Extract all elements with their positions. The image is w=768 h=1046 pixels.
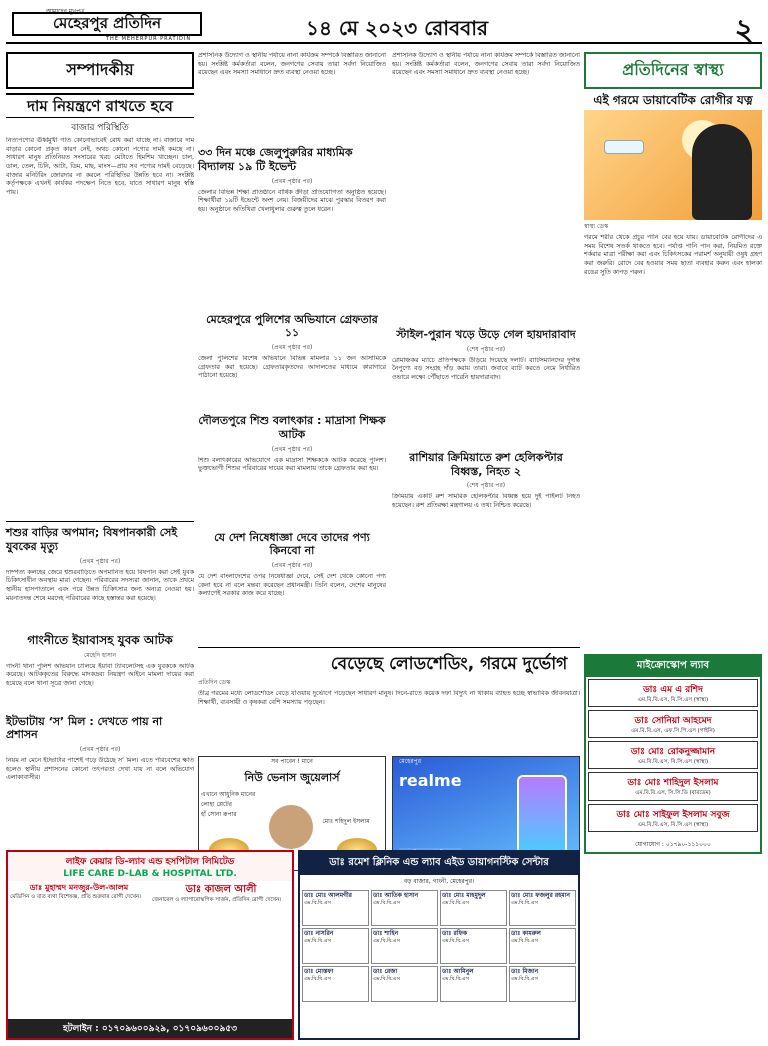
doctor-qualification: এম.বি.বি.এস, বি.সি.এস (স্বাস্থ্য) [637,821,709,828]
story-body: জেলা পুলিশের বিশেষ অভিযানে বিভিন্ন মামলার ১১ জন আসামিকে গ্রেফতার করা হয়েছে। গ্রেফতারকৃতদের আদালতের মাধ্যমে কারাগারে পাঠানো হয়েছে। [198,355,386,380]
health-body: গরমে শরীর থেকে প্রচুর পানি বের হয়ে যায়। ডায়াবেটিক রোগীদের এ সময় বিশেষ সতর্ক থাকতে হবে। পর্যাপ্ত পানি পান করা, নিয়মিত রক্তে শর্করার মাত্রা পরীক্ষা করা এবং চিকিৎসকের পরামর্শ অনুযায়ী ওষুধ গ্রহণ করা জরুরি। রোদে বের হওয়ার সময় ছাতা ব্যবহার করুন এবং হালকা রঙের সুতি কাপড় পরুন। [584,234,762,276]
ad-text: লোহা প্লেটের [201,800,232,808]
story-body: প্রশাসনিক উদ্যোগ ও স্থানীয় পর্যায়ে নানা কার্যক্রম সম্পর্কে বিস্তারিত জানানো হয়। সংশ্লিষ্ট কর্মকর্তারা বলেন, জনগণের সেবায় তারা সর্বদা নিয়োজিত রয়েছেন এবং সমস্যা সমাধানে দ্রুত ব্যবস্থা নেওয়া হচ্ছে। [392,52,580,77]
doctor-name: ডাঃ মোঃ ফজলুর রহমান [511,892,570,899]
doctor-qualification: এম.বি.বি.এস [304,937,331,944]
health-section-title: প্রতিদিনের স্বাস্থ্য [584,52,762,89]
story-headline[interactable]: শশুর বাড়ির অপমান; বিষপানকারী সেই যুবকের মৃত্যু [6,526,178,553]
owner-photo [269,805,313,849]
doctor-cell[interactable] [302,928,369,964]
doctor-info: মেডিসিন ও বাত ব্যথা বিশেষজ্ঞ, প্রতি শুক্রবার রোগী দেখেন। [10,893,142,900]
doctor-name: ডাঃ আমিনুল [442,968,474,975]
doctor-name: ডাঃ রেজা [373,968,398,975]
doctor-qualification: এম.বি.বি.এস [373,899,400,906]
story-byline: (শেষ পৃষ্ঠার পর) [466,345,506,353]
ad-title: লাইফ কেয়ার ডি-ল্যাব এন্ড হসপিটাল লিমিটেড [65,857,235,867]
ad-title: মাইক্রোস্কোপ ল্যাব [586,656,760,677]
column-editorial [6,52,194,791]
newspaper-logo-en: THE MEHERPUR PRATIDIN [106,36,192,42]
story-body: প্রশাসনিক উদ্যোগ ও স্থানীয় পর্যায়ে নানা কার্যক্রম সম্পর্কে বিস্তারিত জানানো হয়। সংশ্লিষ্ট কর্মকর্তারা বলেন, জনগণের সেবায় তারা সর্বদা নিয়োজিত রয়েছেন এবং সমস্যা সমাধানে দ্রুত ব্যবস্থা নেওয়া হচ্ছে। [198,52,386,77]
story-body: ক্রিমিয়ায় একটি রুশ সামরিক হেলিকপ্টার বিধ্বস্ত হয়ে দুই পাইলট নিহত হয়েছেন। রুশ প্রতিরক্ষা মন্ত্রণালয় এ তথ্য নিশ্চিত করেছে। [392,493,580,509]
doctor-qualification: এম.বি.বি.এস [373,937,400,944]
lead-headline[interactable]: বেড়েছে লোডশেডিং, গরমে দুর্ভোগ [330,654,568,674]
ad-address: বড় বাজার, গাংনী, মেহেরপুর। [403,878,475,885]
doctor-card[interactable] [588,804,758,832]
editorial-headline[interactable]: দাম নিয়ন্ত্রণে রাখতে হবে [6,93,194,118]
water-bottle-icon [604,140,644,154]
doctor-name: ডাঃ এম এ রশিদ [643,685,703,695]
doctor-qualification: এম.বি.বি.এস [304,899,331,906]
hotline[interactable]: হটলাইন : ০১৭০৯৬০০৯২৯, ০১৭০৯৬০০৯৫৩ [8,1019,292,1038]
doctor-name: ডাঃ মোঃ শাহিদুল ইসলাম [627,778,719,789]
doctor-name: ডাঃ মিজান [511,968,539,975]
doctor-qualification: এম.বি.বি.এস, এফ.সি.পি.এস (গাইনি) [631,728,715,735]
person-silhouette [692,124,752,220]
masthead-tagline: আমাদের মুখপত্র [46,8,85,15]
editorial-body: নিত্যপণ্যের ঊর্ধ্বমুখী গতি কোনোভাবেই রোধ করা যাচ্ছে না। বাজারে দাম বাড়ার কোনো প্রকৃত কারণ নেই, অথচ কোনো পণ্যের দামই কমছে না। সাধারণ মানুষ প্রতিনিয়ত সংসারের খরচ মেটাতে হিমশিম খাচ্ছেন। চাল, ডাল, তেল, চিনি, আটা, ডিম, মাছ, মাংস—প্রায় সব পণ্যের দামই বেড়েছে। বাজার মনিটরিং জোরদার না করলে পরিস্থিতির উন্নতি হবে না। সংশ্লিষ্ট কর্তৃপক্ষকে এখনই কার্যকর পদক্ষেপ নিতে হবে, যাতে সাধারণ মানুষ স্বস্তি পায়। [6,137,194,197]
doctor-qualification: এম.বি.বি.এস [442,899,469,906]
doctor-name: ডাঃ মোঃ আলমগীর [304,892,352,899]
doctor-name: ডাঃ সোনিয়া আহমেদ [634,716,712,727]
doctor-name: ডাঃ মোঃ মাহমুদুল [442,892,486,899]
doctor-card[interactable] [588,741,758,769]
doctor-qualification: এম.বি.বি.এস, বি.সি.এস (স্বাস্থ্য) [637,697,709,703]
doctor-cell[interactable] [302,890,369,926]
ad-text: হাঁ সোনা রূপার [201,810,237,818]
doctor-list [586,677,760,837]
doctor-name: ডাঃ মোস্তফা [304,968,334,975]
story-headline[interactable]: স্টাইল-পুরান খড়ে উড়ে গেল হায়দারাবাদ [396,328,576,341]
story-byline: (প্রথম পৃষ্ঠার পর) [271,562,313,569]
doctor-qualification: এম.বি.বি.এস [304,975,331,982]
story-headline[interactable]: দৌলতপুরে শিশু বলাৎকার : মাদ্রাসা শিক্ষক আটক [198,414,386,441]
story-body: দাম্পত্য কলহের জেরে শ্বশুরবাড়িতে অপমানিত হয়ে বিষপান করা সেই যুবক চিকিৎসাধীন অবস্থায় মারা গেছেন। পরিবারের সদস্যরা জানান, তাকে প্রথমে স্থানীয় হাসপাতালে এবং পরে উন্নত চিকিৎসার জন্য অন্যত্র নেওয়া হয়। ময়নাতদন্ত শেষে মরদেহ পরিবারের কাছে হস্তান্তর করা হয়েছে। [6,568,194,602]
doctor-cell[interactable] [509,928,576,964]
lifecare-hospital-advert[interactable] [6,850,294,1040]
doctor-cell[interactable] [440,890,507,926]
ad-title: নিউ ভেনাস জুয়েলার্স [244,771,340,785]
story-byline: প্রতিদিন ডেস্ক [198,679,231,687]
ad-contact: যোগাযোগ : ০১৭৯০-১১১০০০ [635,840,711,848]
doctor-qualification: এম.বি.বি.এস [373,975,400,982]
doctor-name: ডাঃ শাহিন [373,930,399,937]
ad-text: সব পাবেন ! মানে [271,758,313,766]
doctor-qualification: এম.বি.বি.এস, বি.সি.এস (স্বাস্থ্য) [637,759,709,766]
health-headline[interactable]: এই গরমে ডায়াবেটিক রোগীর যত্ন [593,93,753,107]
story-byline: স্বাস্থ্য ডেস্ক [584,223,609,230]
doctor-name: ডাঃ আতিক হাসান [373,892,419,899]
ad-title-en: LIFE CARE D-LAB & HOSPITAL LTD. [63,869,237,879]
newspaper-logo: মেহেরপুর প্রতিদিন [12,12,202,36]
story-body: তীব্র গরমের মধ্যে লোডশেডিং বেড়ে যাওয়ায় দুর্ভোগে পড়েছেন সাধারণ মানুষ। দিনে-রাতে কয়েক দফা বিদ্যুৎ না থাকায় ব্যাহত হচ্ছে স্বাভাবিক জীবনযাত্রা। শিক্ষার্থী, ব্যবসায়ী ও কৃষকরা বেশি সমস্যায় পড়ছেন। [198,690,580,707]
doctor-qualification: এম.বি.বি.এস [442,937,469,944]
doctor-name: ডাঃ মোঃ সাইফুল ইসলাম সবুজ [616,809,730,820]
doctor-cell[interactable] [440,966,507,1002]
ad-text: এখানে আধুনিক মানের [201,791,256,799]
doctor-cell[interactable] [371,928,438,964]
realme-logo: realme [399,771,462,791]
doctor-name: ডাঃ কামরুল [511,930,541,937]
column-news [198,52,580,871]
story-body: যে দেশ বাংলাদেশের ওপর নিষেধাজ্ঞা দেবে, সেই দেশ থেকে কোনো পণ্য কেনা হবে না বলে মন্তব্য করেছেন প্রধানমন্ত্রী। তিনি বলেন, দেশের মানুষের কল্যাণেই সরকার কাজ করে যাচ্ছে। [198,573,386,598]
doctor-cell[interactable] [371,890,438,926]
issue-date: ১৪ মে ২০২৩ রোববার [306,16,489,40]
doctor-cell[interactable] [440,928,507,964]
doctor-name: ডাঃ মোঃ রোকনুজ্জামান [630,747,716,758]
doctor-grid [300,888,578,1004]
ad-title: ডাঃ রমেশ ক্লিনিক এন্ড ল্যাব এইড ডায়াগনস্টিক সেন্টার [300,852,578,875]
doctor-name: ডাঃ কাজল আলী [185,884,257,895]
story-byline: (প্রথম পৃষ্ঠার পর) [271,344,313,351]
doctor-qualification: এম.বি.বি.এস [511,937,538,944]
doctor-name: ডাঃ মুহাম্মদ মনজুর-উল-আলম [29,883,129,892]
ad-text: মোঃ শহিদুল ইসলাম [322,818,370,826]
story-byline: (প্রথম পৃষ্ঠার পর) [271,177,313,185]
ramesh-clinic-advert[interactable] [298,850,580,1040]
story-headline[interactable]: গাংনীতে ইয়াবাসহ যুবক আটক [27,632,173,647]
doctor-card[interactable] [588,710,758,738]
doctor-cell[interactable] [302,966,369,1002]
story-headline[interactable]: ইটভাটায় ‘স’ মিল : দেখতে পায় না প্রশাসন [6,714,163,742]
story-byline: (প্রথম পৃষ্ঠার পর) [79,746,121,753]
story-headline[interactable]: ৩৩ দিন মঞ্চে জেলুপুরুরির মাধ্যমিক বিদ্যালয় ১৯ টি ইভেন্ট [198,146,353,173]
health-photo [584,110,762,220]
doctor-name: ডাঃ রফিক [442,930,468,937]
doctor-qualification: এম.বি.বি.এস, সি.সি.ডি (বারডেম) [635,790,711,797]
story-byline: (প্রথম পৃষ্ঠার পর) [79,557,121,565]
editorial-section-title: সম্পাদকীয় [6,52,194,89]
doctor-qualification: এম.বি.বি.এস [442,975,469,982]
story-byline: (প্রথম পৃষ্ঠার পর) [271,445,313,453]
page-number: ২ [734,13,754,48]
editorial-subhead: বাজার পরিস্থিতি [71,123,129,133]
ad-text: মেহেরপুর [399,758,422,766]
doctor-qualification: এম.বি.বি.এস [511,975,538,982]
story-body: শিশু বলাৎকারের অভিযোগে এক মাদ্রাসা শিক্ষককে আটক করেছে পুলিশ। ভুক্তভোগী শিশুর পরিবারের দায়ের করা মামলায় তাকে গ্রেফতার করা হয়। [198,456,386,473]
story-headline[interactable]: মেহেরপুরে পুলিশের অভিযানে গ্রেফতার ১১ [206,312,378,340]
masthead [6,6,762,48]
lab-advert[interactable] [584,654,762,854]
doctor-cell[interactable] [509,890,576,926]
doctor-cell[interactable] [371,966,438,1002]
doctor-card[interactable] [588,772,758,800]
story-byline: মেহেদি হাসান [83,651,117,659]
doctor-name: ডাঃ নাসরিন [304,930,334,937]
story-body: জেলার বিভিন্ন শিক্ষা প্রতিষ্ঠানে বার্ষিক ক্রীড়া প্রতিযোগিতা অনুষ্ঠিত হয়েছে। শিক্ষার্থীরা ১৯টি ইভেন্টে অংশ নেয়। বিজয়ীদের মাঝে পুরস্কার বিতরণ করা হয়। অনুষ্ঠানে অতিথিরা খেলাধুলার গুরুত্ব তুলে ধরেন। [198,188,386,213]
divider [6,521,194,522]
doctor-card[interactable] [588,679,758,707]
story-byline: (শেষ পৃষ্ঠার পর) [466,482,506,490]
story-headline[interactable]: যে দেশ নিষেধাজ্ঞা দেবে তাদের পণ্য কিনবো না [214,530,370,558]
column-health [584,52,762,854]
story-body: রোমাঞ্চকর ম্যাচে প্রতিপক্ষকে উড়িয়ে দিয়েছে দলটি। ব্যাটসম্যানদের দুর্দান্ত নৈপুণ্যে বড় সংগ্রহ দাঁড় করায় তারা। জবাবে ব্যাট করতে নেমে নির্ধারিত ওভারে লক্ষ্যে পৌঁছাতে পারেনি হায়দারাবাদ। [392,356,580,382]
doctor-cell[interactable] [509,966,576,1002]
story-body: গাংনী থানা পুলিশ অভিযান চালিয়ে ইয়াবা ট্যাবলেটসহ এক যুবককে আটক করেছে। আটককৃতের বিরুদ্ধে মাদকদ্রব্য নিয়ন্ত্রণ আইনে মামলা দায়ের করা হয়েছে বলে থানা সূত্রে জানা গেছে। [6,662,194,687]
doctor-qualification: এম.বি.বি.এস [511,899,538,906]
doctor-info: জেনারেল ও ল্যাপারোস্কপিক সার্জন, প্রতিদিন রোগী দেখেন। [152,896,282,903]
story-headline[interactable]: রাশিয়ার ক্রিমিয়াতে রুশ হেলিকপ্টার বিধ্বস্ত, নিহত ২ [409,450,563,478]
story-body: নিয়ম না মেনে ইটভাটার পাশেই গড়ে উঠেছে স’ মিল। এতে পরিবেশের ক্ষতি হলেও স্থানীয় প্রশাসনের কোনো তৎপরতা দেখা যায় না বলে অভিযোগ এলাকাবাসীর। [6,757,194,782]
divider [198,647,580,648]
